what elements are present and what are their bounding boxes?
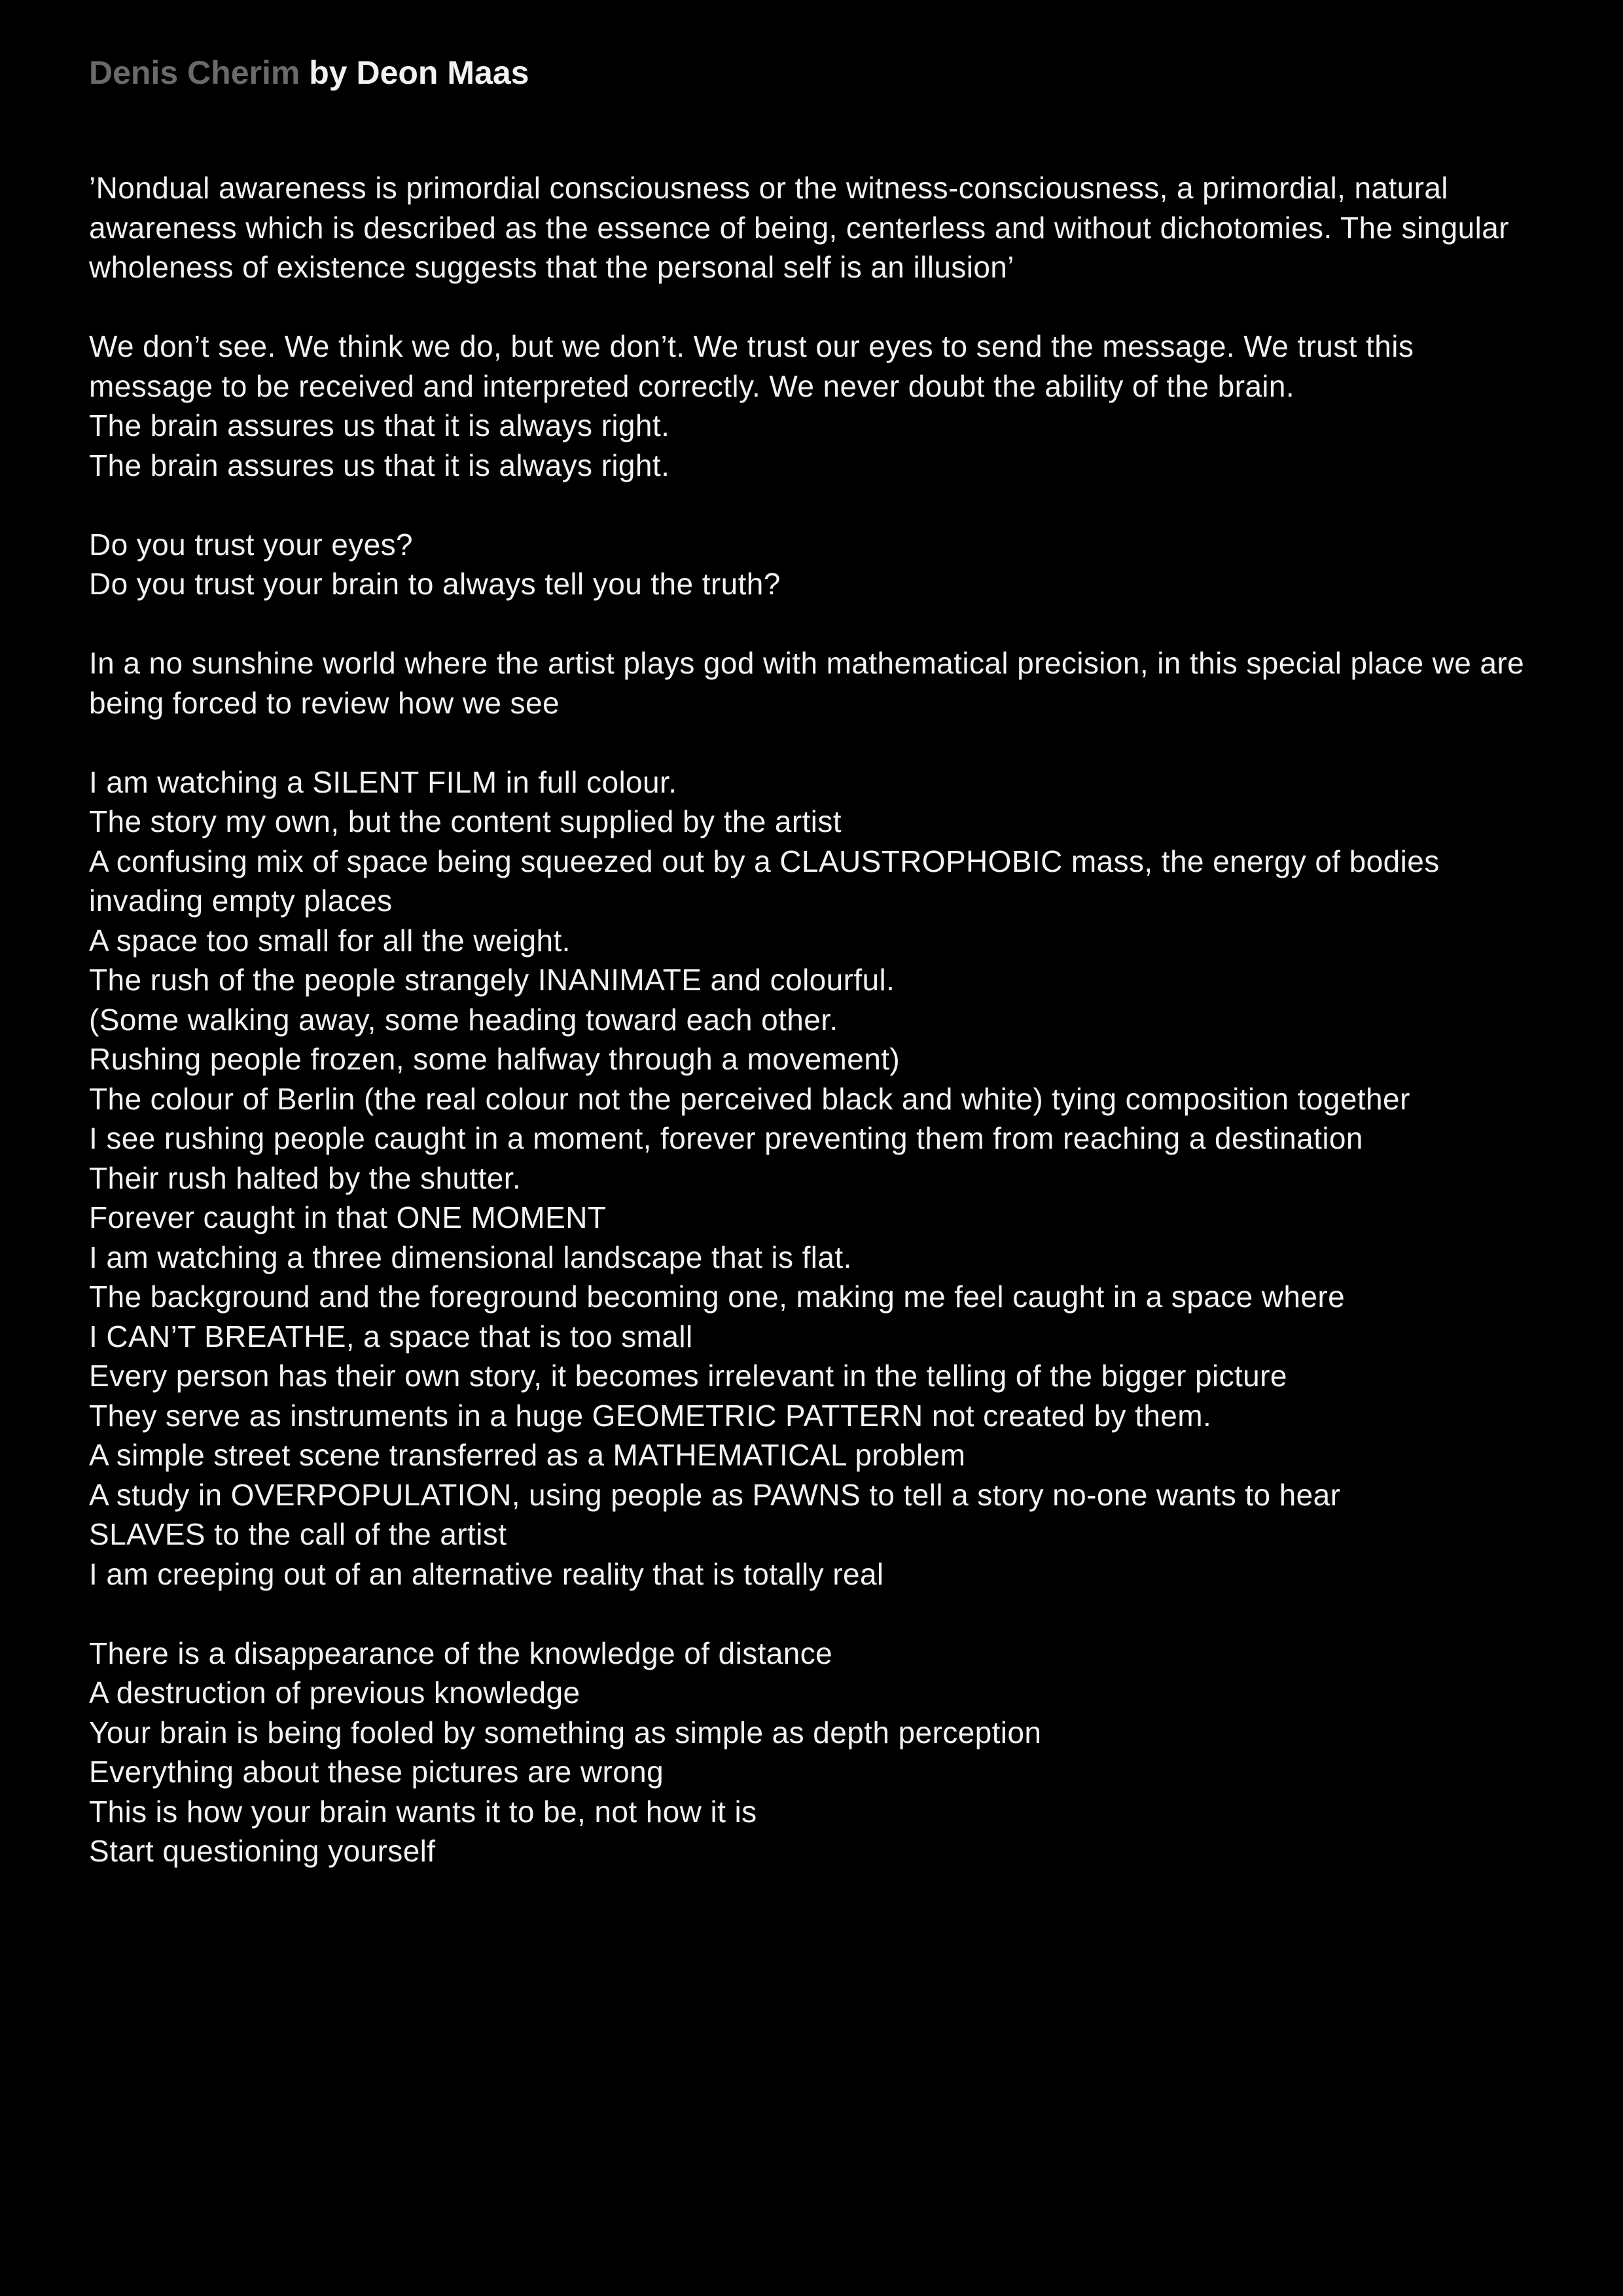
author-byline: by Deon Maas xyxy=(309,54,529,91)
text-line: There is a disappearance of the knowledge of distance xyxy=(89,1636,833,1670)
paragraph xyxy=(89,1634,1535,1871)
text-line: Do you trust your eyes? xyxy=(89,527,413,562)
text-line: The rush of the people strangely INANIMATE and colourful. xyxy=(89,963,895,997)
text-line: A study in OVERPOPULATION, using people as PAWNS to tell a story no-one wants to hear xyxy=(89,1477,1341,1512)
text-line: A simple street scene transferred as a MATHEMATICAL problem xyxy=(89,1438,966,1472)
text-line: This is how your brain wants it to be, not how it is xyxy=(89,1794,757,1829)
text-line: SLAVES to the call of the artist xyxy=(89,1517,507,1551)
paragraph xyxy=(89,762,1535,1594)
text-line: Do you trust your brain to always tell you the truth? xyxy=(89,567,781,601)
text-line: We don’t see. We think we do, but we don’t. We trust our eyes to send the message. We trust this message to be received and interpreted correctly. We never doubt the ability of the brain. xyxy=(89,329,1414,403)
text-line: Everything about these pictures are wrong xyxy=(89,1755,664,1789)
text-line: In a no sunshine world where the artist plays god with mathematical precision, in this special place we are being forced to review how we see xyxy=(89,646,1525,720)
text-line: ’Nondual awareness is primordial consciousness or the witness-consciousness, a primordial, natural awareness which is described as the essence of being, centerless and without dichotomies. The singular wholeness of existence suggests that the personal self is an illusion’ xyxy=(89,171,1509,284)
text-line: Every person has their own story, it becomes irrelevant in the telling of the bigger picture xyxy=(89,1359,1287,1393)
essay-body xyxy=(89,168,1535,1871)
text-line: I am watching a SILENT FILM in full colour. xyxy=(89,764,677,799)
text-line: Rushing people frozen, some halfway through a movement) xyxy=(89,1042,901,1076)
paragraph xyxy=(89,643,1535,723)
text-line: The colour of Berlin (the real colour not the perceived black and white) tying composition together xyxy=(89,1081,1410,1116)
text-line: They serve as instruments in a huge GEOMETRIC PATTERN not created by them. xyxy=(89,1398,1212,1433)
text-line: I am watching a three dimensional landscape that is flat. xyxy=(89,1240,852,1274)
paragraph xyxy=(89,327,1535,485)
text-line: The story my own, but the content supplied by the artist xyxy=(89,804,842,838)
paragraph xyxy=(89,168,1535,287)
text-line: Forever caught in that ONE MOMENT xyxy=(89,1200,607,1234)
text-line: I am creeping out of an alternative reality that is totally real xyxy=(89,1556,884,1591)
artist-name: Denis Cherim xyxy=(89,54,300,91)
text-line: Start questioning yourself xyxy=(89,1834,436,1868)
text-line: A confusing mix of space being squeezed out by a CLAUSTROPHOBIC mass, the energy of bodies invading empty places xyxy=(89,844,1440,918)
text-line: The brain assures us that it is always right. xyxy=(89,408,670,442)
text-line: A destruction of previous knowledge xyxy=(89,1676,580,1710)
paragraph xyxy=(89,525,1535,604)
text-line: I CAN’T BREATHE, a space that is too small xyxy=(89,1319,693,1354)
text-line: The background and the foreground becoming one, making me feel caught in a space where xyxy=(89,1280,1346,1314)
text-line: A space too small for all the weight. xyxy=(89,923,571,958)
text-line: The brain assures us that it is always right. xyxy=(89,448,670,482)
document-page xyxy=(89,51,1535,1871)
document-header xyxy=(89,51,1535,94)
text-line: Your brain is being fooled by something as simple as depth perception xyxy=(89,1715,1042,1749)
text-line: (Some walking away, some heading toward each other. xyxy=(89,1002,838,1037)
text-line: I see rushing people caught in a moment, forever preventing them from reaching a destination xyxy=(89,1121,1363,1155)
text-line: Their rush halted by the shutter. xyxy=(89,1160,522,1195)
